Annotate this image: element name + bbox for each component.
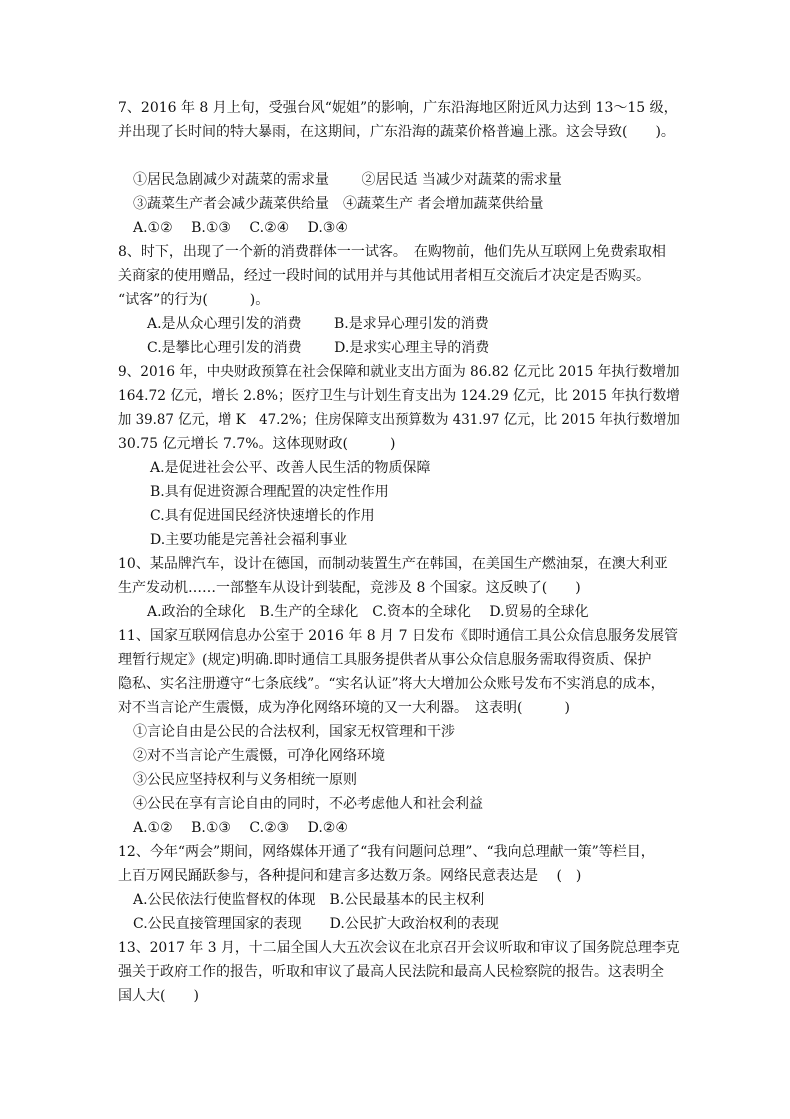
q11-option-3: ③公民应坚持权利与义务相统一原则 — [133, 772, 357, 788]
q8-stem-line-1: 8、时下，出现了一个新的消费群体一一试客。 在购物前，他们先从互联网上免费索取相 — [118, 244, 666, 260]
q11-option-4: ④公民在享有言论自由的同时，不必考虑他人和社会利益 — [133, 796, 483, 812]
q9-stem-line-1: 9、2016 年，中央财政预算在社会保障和就业支出方面为 86.82 亿元比 2015 年执行数增加 — [118, 364, 680, 380]
q11-option-1: ①言论自由是公民的合法权利，国家无权管理和干涉 — [133, 724, 455, 740]
q7-stem-line-1: 7、2016 年 8 月上旬，受强台风“妮姐”的影响，广东沿海地区附近风力达到 13～15 级， — [118, 100, 678, 116]
q13-stem-line-3: 国人大( ) — [118, 988, 199, 1004]
q9-option-d: D.主要功能是完善社会福利事业 — [150, 532, 348, 548]
q13-stem-line-1: 13、2017 年 3 月，十二届全国人大五次会议在北京召开会议听取和审议了国务院总理李克 — [118, 940, 680, 956]
q13-stem-line-2: 强关于政府工作的报告，听取和审议了最高人民法院和最高人民检察院的报告。这表明全 — [118, 964, 664, 980]
q8-stem-line-2: 关商家的使用赠品，经过一段时间的试用并与其他试用者相互交流后才决定是否购买。 — [118, 268, 650, 284]
q12-stem-line-2: 上百万网民踊跃参与，各种提问和建言多达数万条。网络民意表达是 ( ) — [118, 868, 582, 884]
q12-stem-line-1: 12、今年“两会”期间，网络媒体开通了“我有问题问总理”、“我向总理献一策”等栏目， — [118, 844, 655, 860]
q11-option-2: ②对不当言论产生震慑，可净化网络环境 — [133, 748, 385, 764]
q8-option-cd: C.是攀比心理引发的消费 D.是求实心理主导的消费 — [147, 340, 490, 356]
q9-option-c: C.具有促进国民经济快速增长的作用 — [150, 508, 375, 524]
q12-option-ab: A.公民依法行使监督权的体现 B.公民最基本的民主权利 — [133, 892, 485, 908]
q7-option-1: ①居民急剧减少对蔬菜的需求量 ②居民适 当减少对蔬菜的需求量 — [133, 172, 562, 188]
q9-option-a: A.是促进社会公平、改善人民生活的物质保障 — [150, 460, 431, 476]
q10-stem-line-1: 10、某品牌汽车，设计在德国，而制动装置生产在韩国，在美国生产燃油泵，在澳大利亚 — [118, 556, 668, 572]
q11-stem-line-2: 理暂行规定》(规定)明确.即时通信工具服务提供者从事公众信息服务需取得资质、保护 — [118, 652, 652, 668]
q9-stem-line-2: 164.72 亿元，增长 2.8%；医疗卫生与计划生育支出为 124.29 亿元，比 2015 年执行数增 — [118, 388, 680, 404]
q11-stem-line-1: 11、国家互联网信息办公室于 2016 年 8 月 7 日发布《即时通信工具公众信息服务发展管 — [118, 628, 678, 644]
q11-stem-line-3: 隐私、实名注册遵守“七条底线”。“实名认证”将大大增加公众账号发布不实消息的成本， — [118, 676, 665, 692]
q7-option-2: ③蔬菜生产者会减少蔬菜供给量 ④蔬菜生产 者会增加蔬菜供给量 — [133, 196, 544, 212]
q9-stem-line-4: 30.75 亿元增长 7.7%。这体现财政( ) — [118, 436, 396, 452]
q9-option-b: B.具有促进资源合理配置的决定性作用 — [150, 484, 389, 500]
q10-options: A.政治的全球化 B.生产的全球化 C.资本的全球化 D.贸易的全球化 — [147, 604, 589, 620]
q10-stem-line-2: 生产发动机……一部整车从设计到装配，竞涉及 8 个国家。这反映了( ) — [118, 580, 581, 596]
q7-stem-line-2: 并出现了长时间的特大暴雨，在这期间，广东沿海的蔬菜价格普遍上涨。这会导致( )。 — [118, 124, 675, 140]
q12-option-cd: C.公民直接管理国家的表现 D.公民扩大政治权利的表现 — [133, 916, 499, 932]
q11-stem-line-4: 对不当言论产生震慑，成为净化网络环境的又一大利器。 这表明( ) — [118, 700, 570, 716]
q9-stem-line-3: 加 39.87 亿元，增 K 47.2%；住房保障支出预算数为 431.97 亿元，比 2015 年执行数增加 — [118, 412, 680, 428]
q7-answer-choices: A.①② B.①③ C.②④ D.③④ — [133, 220, 348, 236]
q8-option-ab: A.是从众心理引发的消费 B.是求异心理引发的消费 — [147, 316, 489, 332]
q11-answer-choices: A.①② B.①③ C.②③ D.②④ — [133, 820, 348, 836]
q8-stem-line-3: “试客”的行为( )。 — [118, 292, 270, 308]
